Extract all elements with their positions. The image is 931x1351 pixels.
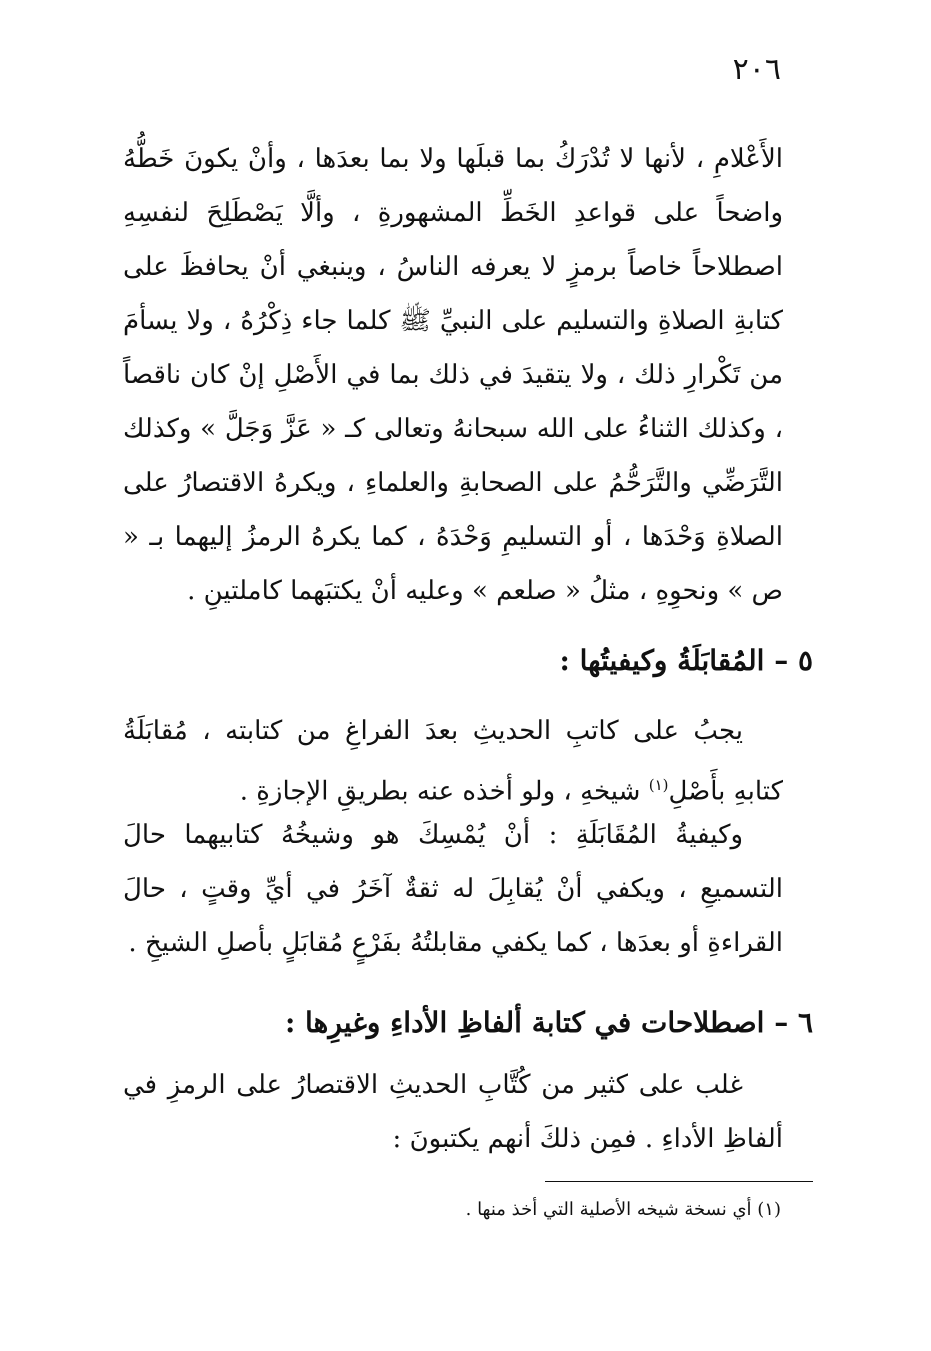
intro-paragraph: الأَعْلامِ ، لأنها لا تُدْرَكُ بما قبلَها ولا بما بعدَها ، وأنْ يكونَ خَطُّهُ واضحاً على قواعدِ الخَطِّ المشهورةِ ، وألَّا يَصْطَلِحَ لنفسِهِ اصطلاحاً خاصاً برمزٍ لا يعرفه الناسُ ، وينبغي أنْ يحافظَ على كتابةِ الصلاةِ والتسليم على النبيِّ ﷺ كلما جاء ذِكْرُهُ ، ولا يسأمَ من تَكْرارِ ذلك ، ولا يتقيدَ في ذلك بما في الأَصْلِ إنْ كان ناقصاً ، وكذلك الثناءُ على الله سبحانهُ وتعالى كـ « عَزَّ وَجَلَّ » وكذلك التَّرَضِّي والتَّرَحُّمُ على الصحابةِ والعلماءِ ، ويكرهُ الاقتصارُ على الصلاةِ وَحْدَها ، أو التسليمِ وَحْدَهُ ، كما يكرهُ الرمزُ إليهما بـ « ص » ونحوِهِ ، مثلُ « صلعم » وعليه أنْ يكتبَهما كاملتينِ . [123,144,783,606]
section-5-paragraph-1-part-1: يجبُ على كاتبِ الحديثِ بعدَ الفراغِ من كتابته ، مُقابَلَةُ كتابهِ بأَصْلِ [123,716,783,807]
footnote-divider [545,1181,813,1182]
section-6-paragraph: غلب على كثير من كُتَّابِ الحديثِ الاقتصارُ على الرمزِ في ألفاظِ الأداءِ . فمِن ذلكَ أنهم يكتبونَ : [123,1070,783,1154]
section-5-heading: ٥ – المُقابَلَةُ وكيفيتُها : [559,644,813,677]
section-5-paragraph-2: وكيفيةُ المُقَابَلَةِ : أنْ يُمْسِكَ هو وشيخُهُ كتابيهما حالَ التسميعِ ، ويكفي أنْ يُقابِلَ له ثقةٌ آخَرُ في أيِّ وقتٍ ، حالَ القراءةِ أو بعدَها ، كما يكفي مقابلتُهُ بفَرْعٍ مُقابَلٍ بأصلِ الشيخِ . [123,820,783,958]
section-6-text-block [123,1058,783,1166]
footnote-text: (١) أي نسخة شيخه الأصلية التي أخذ منها . [465,1199,781,1220]
section-5-text-block-1 [123,704,783,819]
section-5-paragraph-1-part-2: شيخهِ ، ولو أخذه عنه بطريقِ الإجازةِ . [239,776,649,807]
footnote-reference: (١) [648,776,669,794]
page-number: ٢٠٦ [732,52,781,87]
intro-text-block [123,132,783,618]
section-5-text-block-2 [123,808,783,970]
section-5-paragraph-1 [123,704,783,819]
section-6-heading: ٦ – اصطلاحات في كتابة ألفاظِ الأداءِ وغيرِها : [284,1006,813,1039]
